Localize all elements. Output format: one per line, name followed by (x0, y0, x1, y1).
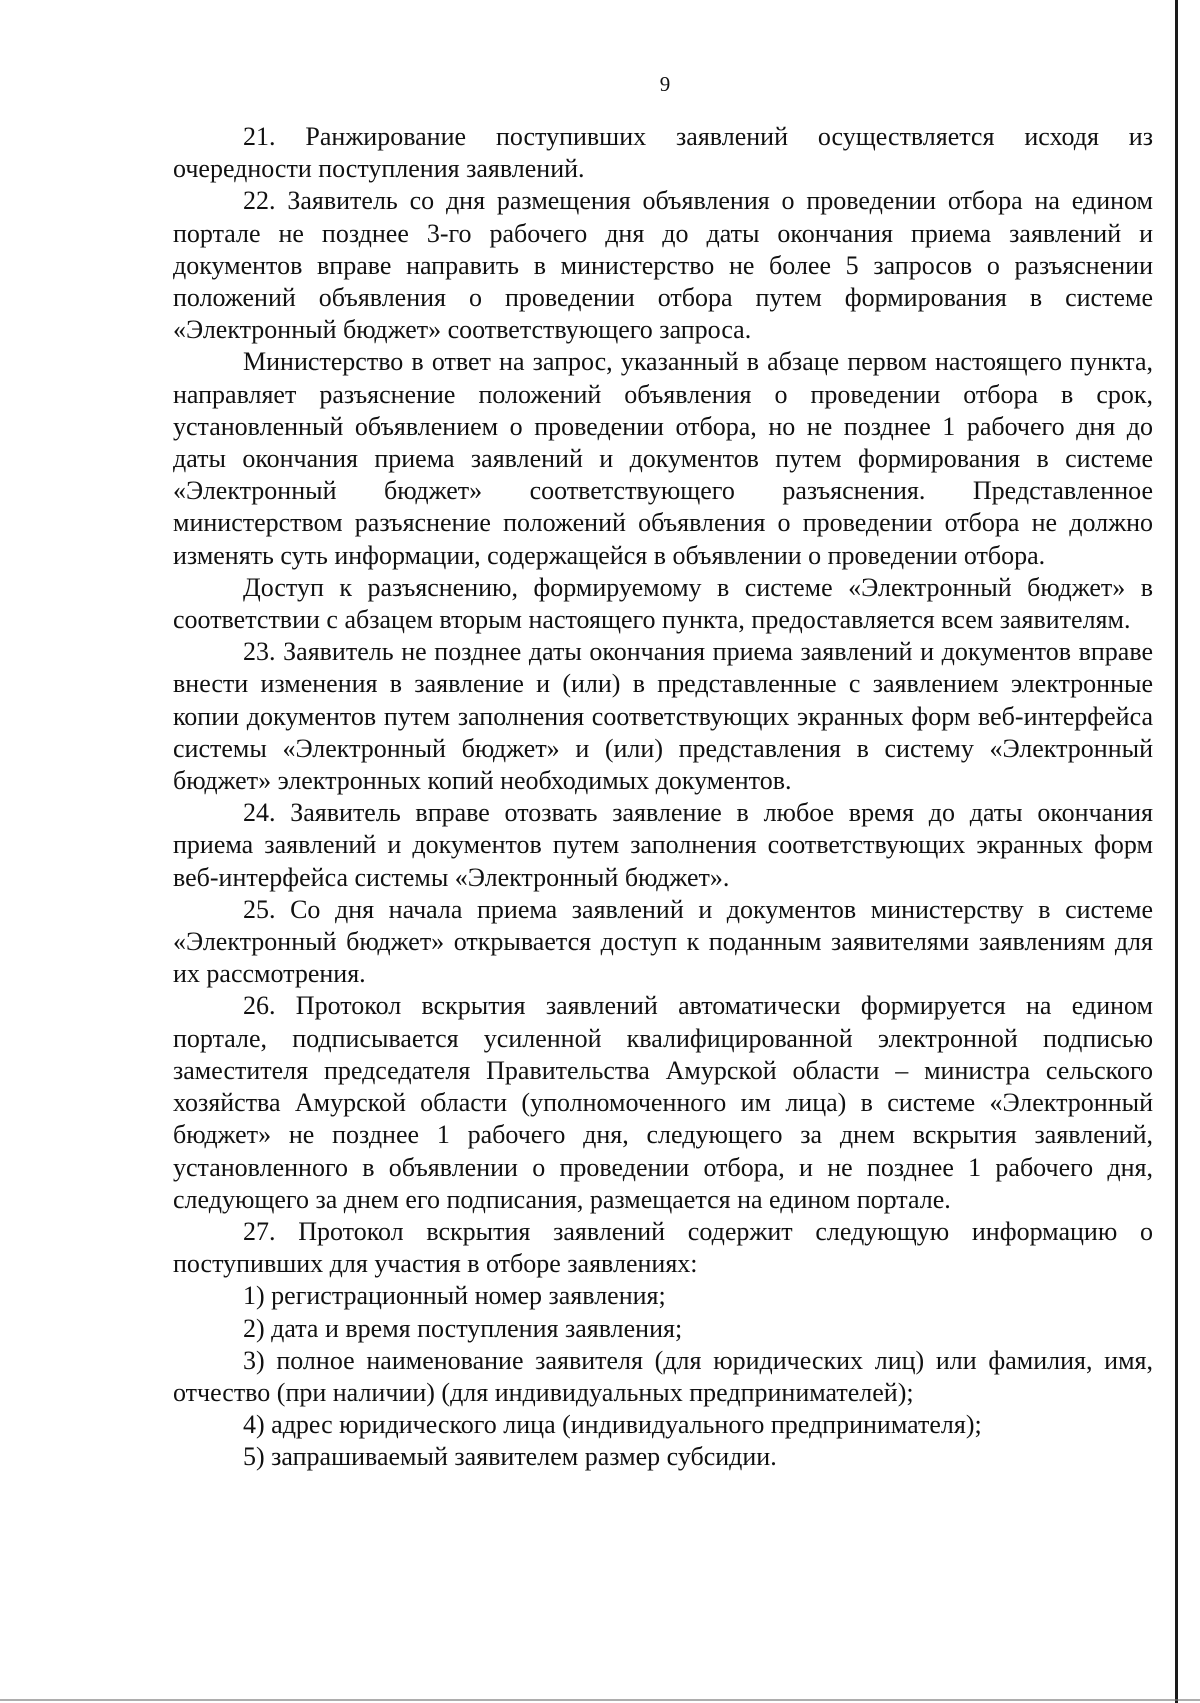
paragraph-24: 24. Заявитель вправе отозвать заявление в любое время до даты окончания приема заявлений и документов путем заполнения соответствующих экранных форм веб-интерфейса системы «Электронный бюджет». (173, 798, 1153, 892)
paragraph-27: 27. Протокол вскрытия заявлений содержит следующую информацию о поступивших для участия в отборе заявлениях: (173, 1216, 1153, 1279)
scan-edge-bottom (0, 1699, 1200, 1701)
paragraph-21: 21. Ранжирование поступивших заявлений осуществляется исходя из очередности поступления заявлений. (173, 122, 1153, 184)
list-item-2: 2) дата и время поступления заявления; (243, 1313, 683, 1343)
page-number: 9 (659, 72, 671, 96)
scan-edge-right (1175, 0, 1178, 1703)
list-item-1: 1) регистрационный номер заявления; (243, 1281, 666, 1311)
paragraph-25: 25. Со дня начала приема заявлений и документов министерству в системе «Электронный бюджет» открывается доступ к поданным заявителями заявлениям для их рассмотрения. (173, 894, 1153, 989)
paragraph-22-access: Доступ к разъяснению, формируемому в системе «Электронный бюджет» в соответствии с абзацем вторым настоящего пункта, предоставляется всем заявителям. (173, 572, 1153, 635)
paragraph-26: 26. Протокол вскрытия заявлений автоматически формируется на едином портале, подписывается усиленной квалифицированной электронной подписью заместителя председателя Правительства Амурской области – министра сельского хозяйства Амурской области (уполномоченного им лица) в системе «Электронный бюджет» не позднее 1 рабочего дня, следующего за днем вскрытия заявлений, установленного в объявлении о проведении отбора, и не позднее 1 рабочего дня, следующего за днем его подписания, размещается на едином портале. (173, 991, 1153, 1214)
document-body (173, 121, 1153, 1474)
list-item-5: 5) запрашиваемый заявителем размер субсидии. (243, 1442, 777, 1472)
paragraph-22-ministry-response: Министерство в ответ на запрос, указанный в абзаце первом настоящего пункта, направляет разъяснение положений объявления о проведении отбора в срок, установленный объявлением о проведении отбора, но не позднее 1 рабочего дня до даты окончания приема заявлений и документов путем формирования в системе «Электронный бюджет» соответствующего разъяснения. Представленное министерством разъяснение положений объявления о проведении отбора не должно изменять суть информации, содержащейся в объявлении о проведении отбора. (173, 347, 1153, 570)
paragraph-23: 23. Заявитель не позднее даты окончания приема заявлений и документов вправе внести изменения в заявление и (или) в представленные с заявлением электронные копии документов путем заполнения соответствующих экранных форм веб-интерфейса системы «Электронный бюджет» и (или) представления в систему «Электронный бюджет» электронных копий необходимых документов. (173, 637, 1153, 796)
list-item-3: 3) полное наименование заявителя (для юридических лиц) или фамилия, имя, отчество (при наличии) (для индивидуальных предпринимателей); (173, 1345, 1153, 1407)
paragraph-22: 22. Заявитель со дня размещения объявления о проведении отбора на едином портале не позднее 3-го рабочего дня до даты окончания приема заявлений и документов вправе направить в министерство не более 5 запросов о разъяснении положений объявления о проведении отбора путем формирования в системе «Электронный бюджет» соответствующего запроса. (173, 186, 1153, 345)
list-item-4: 4) адрес юридического лица (индивидуального предпринимателя); (243, 1410, 982, 1440)
